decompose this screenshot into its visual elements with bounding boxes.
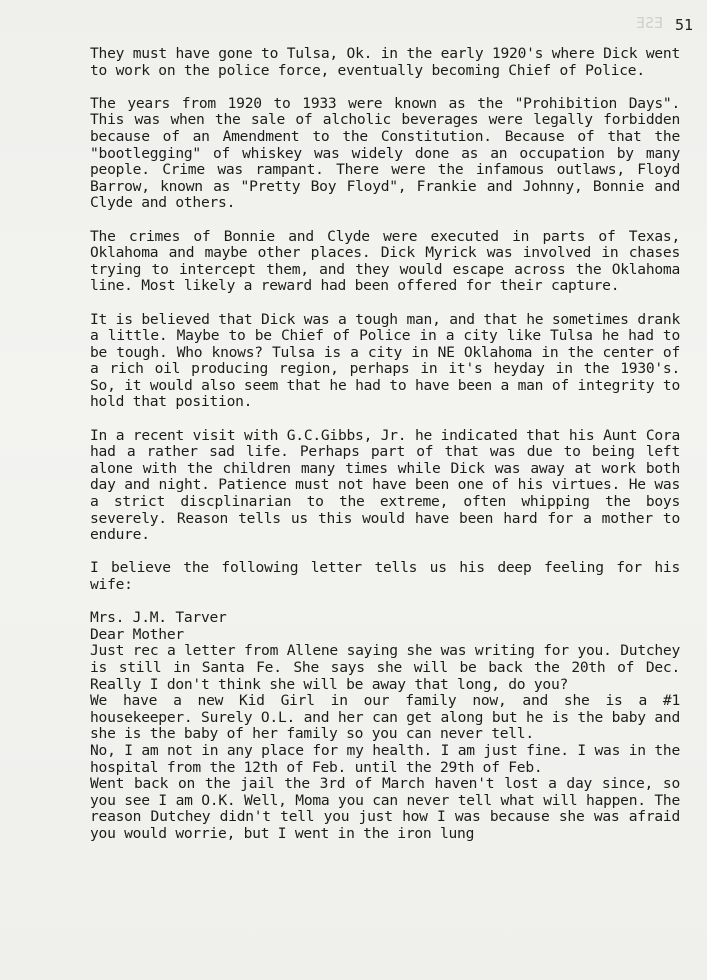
- paragraph-gibbs-visit: In a recent visit with G.C.Gibbs, Jr. he indicated that his Aunt Cora had a rather sad life. Perhaps part of that was due to being left alone with the children many times while Dick was away at work both day and night. Patience must not have been one of his virtues. He was a strict discplinarian to the extreme, often whipping the boys severely. Reason tells us this would have been hard for a mother to endure.: [90, 426, 680, 544]
- paragraph-prohibition: The years from 1920 to 1933 were known as the "Prohibition Days". This was when the sale of alcholic beverages were legally forbidden because of an Amendment to the Constitution. Because of that the "bootlegging" of whiskey was widely done as an occupation by many people. Crime was rampant. There were the infamous outlaws, Floyd Barrow, known as "Pretty Boy Floyd", Frankie and Johnny, Bonnie and Clyde and others.: [90, 94, 680, 212]
- paragraph-tough-man: It is believed that Dick was a tough man, and that he sometimes drank a little. Maybe to be Chief of Police in a city like Tulsa he had to be tough. Who knows? Tulsa is a city in NE Oklahoma in the center of a rich oil producing region, perhaps in it's heyday in the 1930's. So, it would also seem that he had to have been a man of integrity to hold that position.: [90, 310, 680, 411]
- paragraph-bonnie-clyde: The crimes of Bonnie and Clyde were executed in parts of Texas, Oklahoma and maybe other places. Dick Myrick was involved in chases trying to intercept them, and they would escape across the Oklahoma line. Most likely a reward had been offered for their capture.: [90, 227, 680, 295]
- letter-addressee: Mrs. J.M. Tarver: [90, 609, 227, 627]
- paragraph-letter-intro: I believe the following letter tells us his deep feeling for his wife:: [90, 559, 680, 593]
- page-body: [90, 46, 680, 859]
- letter-paragraph: No, I am not in any place for my health. I am just fine. I was in the hospital from the 12th of Feb. until the 29th of Feb.: [90, 741, 680, 776]
- paragraph-tulsa: They must have gone to Tulsa, Ok. in the early 1920's where Dick went to work on the police force, eventually becoming Chief of Police.: [90, 45, 680, 79]
- letter-paragraph: Just rec a letter from Allene saying she was writing for you. Dutchey is still in Santa Fe. She says she will be back the 20th of Dec. Really I don't think she will be away that long, do you?: [90, 642, 680, 693]
- page-number: 51: [674, 16, 693, 34]
- letter-paragraph: We have a new Kid Girl in our family now, and she is a #1 housekeeper. Surely O.L. and her can get along but he is the baby and she is the baby of her family so you can never tell.: [90, 692, 680, 743]
- bleed-through-text: ESE: [635, 14, 663, 32]
- letter-paragraph: Went back on the jail the 3rd of March haven't lost a day since, so you see I am O.K. Well, Moma you can never tell what will happen. The reason Dutchey didn't tell you just how I was because she was afraid you would worrie, but I went in the iron lung: [90, 775, 680, 842]
- letter: [90, 610, 680, 842]
- letter-salutation: Dear Mother: [90, 625, 184, 643]
